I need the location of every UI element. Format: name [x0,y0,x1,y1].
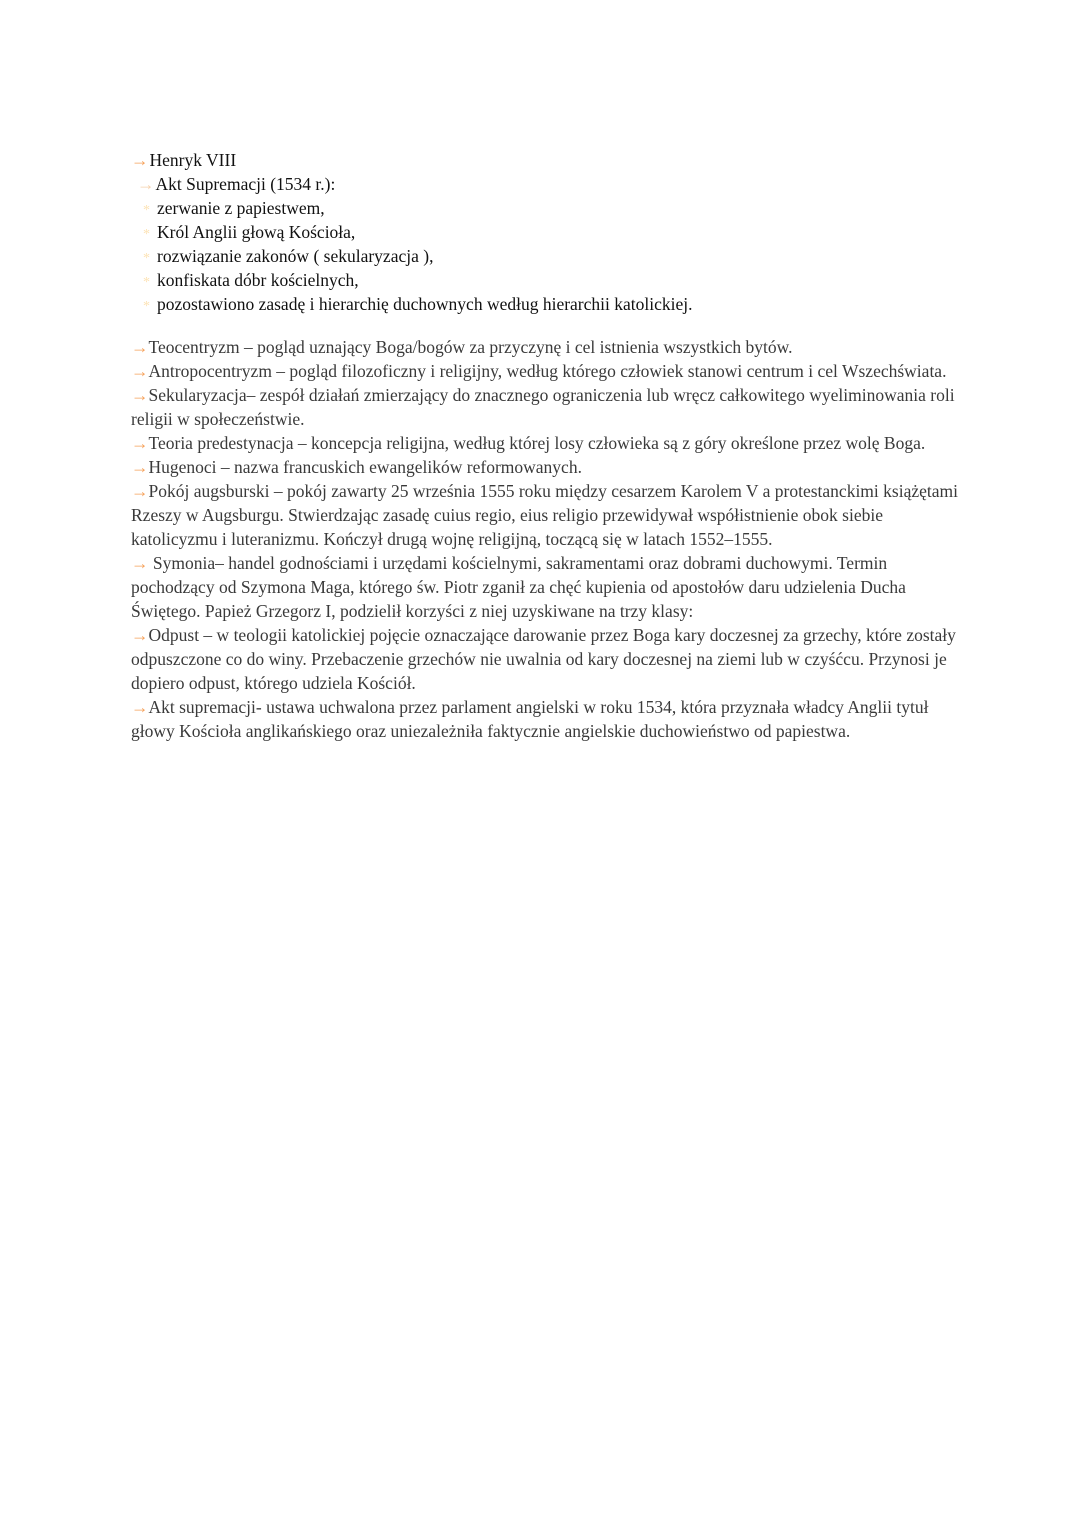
definition-pokoj-augsburski [131,479,961,551]
definitions-section [131,335,961,743]
right-arrow-icon: → [131,150,149,170]
definition-text: Sekularyzacja– zespół działań zmierzający do znacznego ograniczenia lub wręcz całkowitego wyeliminowania roli religii w społeczeństwie. [131,385,955,429]
definition-text: Teocentryzm – pogląd uznający Boga/bogów za przyczynę i cel istnienia wszystkich bytów. [148,337,793,357]
definition-text: Akt supremacji- ustawa uchwalona przez parlament angielski w roku 1534, która przyznała władcy Anglii tytuł głowy Kościoła anglikańskiego oraz uniezależniła faktycznie angielskie duchowieństwo od papiestwa. [131,697,929,741]
bullet-text: zerwanie z papiestwem, [157,198,325,218]
right-arrow-icon: → [131,361,149,381]
definition-text: Hugenoci – nazwa francuskich ewangelików reformowanych. [148,457,582,477]
asterisk-bullet-icon: * [143,227,150,242]
bullet-item [131,244,693,268]
right-arrow-icon: → [137,174,155,194]
right-arrow-icon: → [131,625,149,645]
definition-hugenoci [131,455,961,479]
definition-antropocentryzm [131,359,961,383]
bullet-text: konfiskata dóbr kościelnych, [157,270,359,290]
bullet-item [131,196,693,220]
asterisk-bullet-icon: * [143,203,150,218]
right-arrow-icon: → [131,337,149,357]
definition-odpust [131,623,961,695]
right-arrow-icon: → [131,697,149,717]
definition-teocentryzm [131,335,961,359]
section-title-line [131,148,693,172]
section-subtitle: Akt Supremacji (1534 r.): [155,174,336,194]
definition-text: Antropocentryzm – pogląd filozoficzny i religijny, według którego człowiek stanowi centrum i cel Wszechświata. [148,361,947,381]
bullet-text: pozostawiono zasadę i hierarchię duchownych według hierarchii katolickiej. [157,294,693,314]
definition-predestynacja [131,431,961,455]
asterisk-bullet-icon: * [143,251,150,266]
definition-text: Pokój augsburski – pokój zawarty 25 września 1555 roku między cesarzem Karolem V a protestanckimi książętami Rzeszy w Augsburgu. Stwierdzając zasadę cuius regio, eius religio przewidywał współistnienie obok siebie katolicyzmu i luteranizmu. Kończył drugą wojnę religijną, toczącą się w latach 1552–1555. [131,481,958,549]
bullet-item [131,220,693,244]
right-arrow-icon: → [131,433,149,453]
section-title: Henryk VIII [149,150,237,170]
asterisk-bullet-icon: * [143,275,150,290]
bullet-text: rozwiązanie zakonów ( sekularyzacja ), [157,246,434,266]
asterisk-bullet-icon: * [143,299,150,314]
definition-sekularyzacja [131,383,961,431]
henryk-viii-section [131,148,693,316]
right-arrow-icon: → [131,481,149,501]
definition-akt-supremacji [131,695,961,743]
subtitle-line [131,172,693,196]
right-arrow-icon: → [131,457,149,477]
definition-text: Symonia– handel godnościami i urzędami kościelnymi, sakramentami oraz dobrami duchowymi. Termin pochodzący od Szymona Maga, którego św. Piotr zganił za chęć kupienia od apostołów daru udzielenia Ducha Świętego. Papież Grzegorz I, podzielił korzyści z niej uzyskiwane na trzy klasy: [131,553,906,621]
definition-symonia [131,551,961,623]
right-arrow-icon: → [131,553,149,573]
bullet-text: Król Anglii głową Kościoła, [157,222,356,242]
right-arrow-icon: → [131,385,149,405]
definition-text: Teoria predestynacja – koncepcja religijna, według której losy człowieka są z góry określone przez wolę Boga. [148,433,926,453]
bullet-item [131,292,693,316]
definition-text: Odpust – w teologii katolickiej pojęcie oznaczające darowanie przez Boga kary doczesnej za grzechy, które zostały odpuszczone co do winy. Przebaczenie grzechów nie uwalnia od kary doczesnej na ziemi lub w czyśćcu. Przynosi je dopiero odpust, którego udziela Kościół. [131,625,956,693]
bullet-item [131,268,693,292]
